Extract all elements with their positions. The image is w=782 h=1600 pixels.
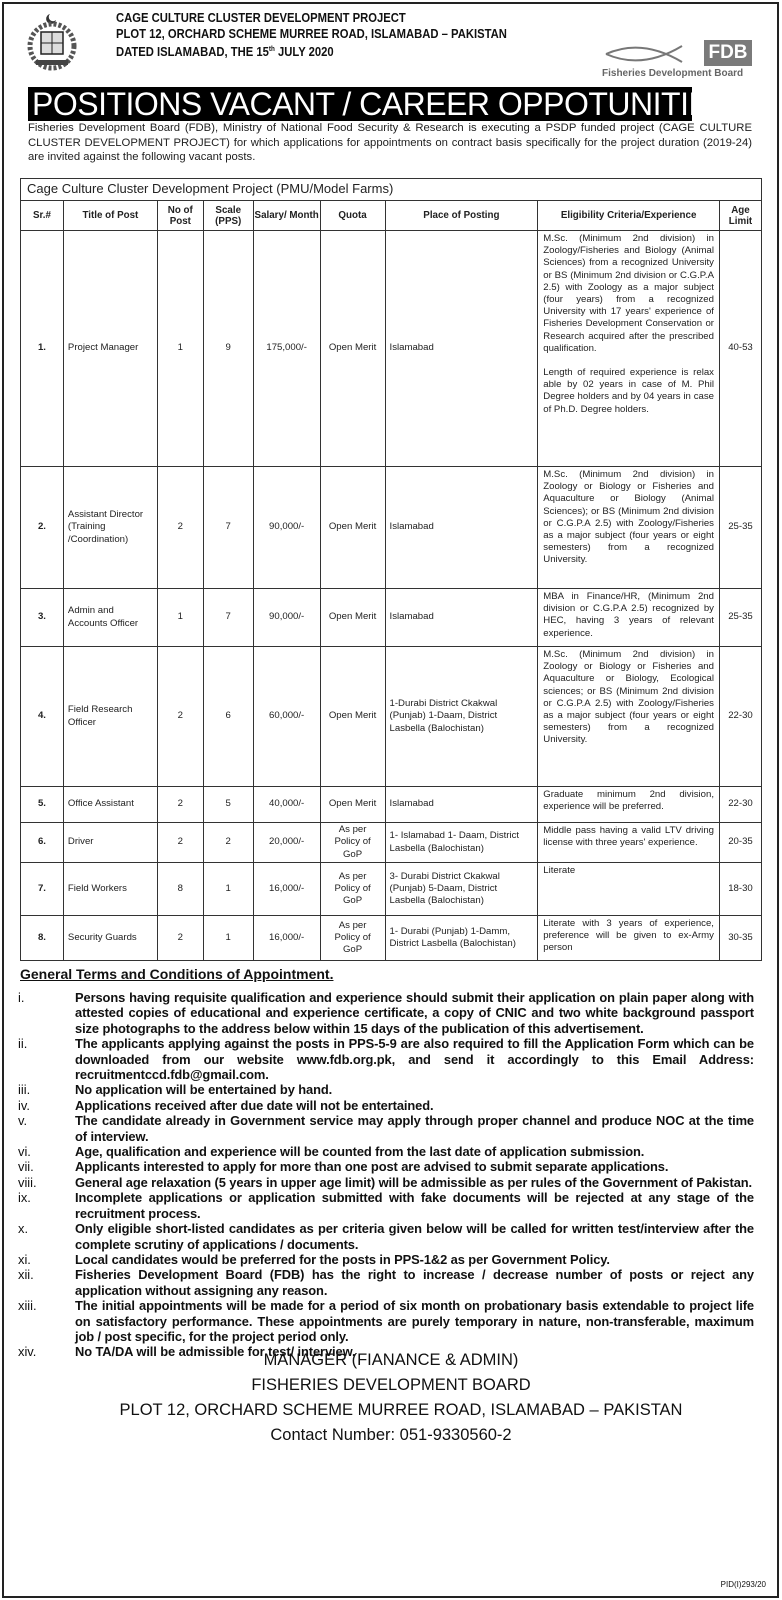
fdb-abbr: FDB [704,40,752,66]
term-item [18,1175,754,1190]
table-caption: Cage Culture Cluster Development Project (PMU/Model Farms) [21,179,762,201]
cell-sr: 5. [21,787,64,823]
cell-no-of-post: 1 [157,589,203,647]
cell-salary: 60,000/- [253,647,320,787]
headline-banner: POSITIONS VACANT / CAREER OPPOTUNITIES [28,87,692,121]
cell-eligibility [538,916,720,961]
term-body [75,990,754,1036]
term-text: No application will be entertained by hand. [75,1082,333,1098]
cell-place: 1- Durabi (Punjab) 1-Damm, District Lasbella (Balochistan) [385,916,538,961]
government-emblem-icon [22,12,82,72]
cell-eligibility [538,823,720,863]
term-item [18,1252,754,1267]
cell-eligibility [538,863,720,916]
term-body [75,1190,754,1221]
cell-quota: Open Merit [320,647,385,787]
cell-eligibility [538,589,720,647]
cell-eligibility [538,467,720,589]
term-body [75,1267,754,1298]
cell-no-of-post: 2 [157,647,203,787]
term-text: Local candidates would be preferred for the posts in PPS-1&2 as per Government Policy. [75,1251,610,1267]
cell-place: 1-Durabi District Ckakwal (Punjab) 1-Daam, District Lasbella (Balochistan) [385,647,538,787]
contact-title: MANAGER (FIANANCE & ADMIN) [263,1351,519,1369]
cell-no-of-post: 2 [157,467,203,589]
term-item [18,1190,754,1221]
term-body [75,1252,754,1267]
term-number: xi. [18,1251,31,1267]
cell-quota: As per Policy of GoP [320,823,385,863]
cell-place: 1- Islamabad 1- Daam, District Lasbella (Balochistan) [385,823,538,863]
cell-age: 22-30 [719,787,761,823]
cell-age: 30-35 [719,916,761,961]
cell-no-of-post: 2 [157,823,203,863]
cell-quota: Open Merit [320,467,385,589]
cell-title: Field Research Officer [63,647,157,787]
cell-salary: 90,000/- [253,589,320,647]
term-item [18,1036,754,1082]
eligibility-text: Literate with 3 years of experience, preference will be given to ex-Army person [543,918,714,954]
term-number: viii. [18,1174,37,1190]
table-row [21,863,762,916]
term-body [75,1221,754,1252]
cell-no-of-post: 8 [157,863,203,916]
cell-age: 25-35 [719,589,761,647]
eligibility-text: Graduate minimum 2nd division, experience will be preferred. [543,789,714,813]
term-item [18,1113,754,1144]
term-body [75,1098,754,1113]
term-text: The applicants applying against the posts in PPS-5-9 are also required to fill the Application Form which can be downloaded from our website [75,1036,754,1067]
table-row [21,231,762,467]
term-text: Only eligible short-listed candidates as per criteria given below will be called for written test/interview after the complete scrutiny of applications / documents. [75,1221,754,1252]
cell-place: Islamabad [385,467,538,589]
col-header: Quota [320,201,385,231]
term-number: v. [18,1113,28,1129]
cell-salary: 16,000/- [253,863,320,916]
eligibility-text: Literate [543,865,576,876]
cell-place: Islamabad [385,231,538,467]
term-body [75,1144,754,1159]
term-item [18,1221,754,1252]
eligibility-text: M.Sc. (Minimum 2nd division) in Zoology or Biology or Fisheries and Aquaculture or Biology, Ecological sciences; or BS (Minimum 2nd division or C.G.P.A 2.5) with Zoology/Fisheries as a major subject (four years or eight semesters) from a recognized University. [543,649,714,746]
cell-no-of-post: 1 [157,231,203,467]
email-link[interactable]: recruitmentccd.fdb@gmail.com [75,1067,266,1083]
cell-quota: As per Policy of GoP [320,916,385,961]
cell-age: 40-53 [719,231,761,467]
term-item [18,1267,754,1298]
term-number: vi. [18,1144,31,1160]
table-row [21,647,762,787]
cell-eligibility [538,787,720,823]
eligibility-text: MBA in Finance/HR, (Minimum 2nd division or C.G.P.A 2.5) recognized by HEC, having 3 years of relevant experience. [543,591,714,639]
col-header: Sr.# [21,201,64,231]
term-text: The initial appointments will be made for a period of six month on probationary basis extendable to project life on satisfactory performance. These appointments are purely temporary in nature, non-transferable, maximum job / post specific, for the project period only. [75,1298,754,1344]
col-header: Eligibility Criteria/Experience [538,201,720,231]
term-text: General age relaxation (5 years in upper age limit) will be admissible as per rules of the Government of Pakistan. [75,1174,753,1190]
term-text: Applications received after due date will not be entertained. [75,1097,434,1113]
term-item [18,990,754,1036]
cell-scale: 1 [203,916,253,961]
cell-title: Assistant Director (Training /Coordination) [63,467,157,589]
term-number: ix. [18,1190,31,1206]
term-item [18,1098,754,1113]
term-text: , and send it accordingly to this Email Address: [391,1051,754,1067]
fdb-name: Fisheries Development Board [602,68,744,79]
col-header: Scale (PPS) [203,201,253,231]
fdb-logo [598,40,758,86]
cell-salary: 20,000/- [253,823,320,863]
term-number: xiv. [18,1344,37,1360]
table-row [21,589,762,647]
cell-scale: 7 [203,467,253,589]
cell-salary: 40,000/- [253,787,320,823]
term-text: No TA/DA will be admissible for test/ interview. [75,1344,356,1360]
cell-scale: 2 [203,823,253,863]
cell-salary: 90,000/- [253,467,320,589]
term-text: Persons having requisite qualification and experience should submit their application on plain paper along with attested copies of educational and experience certificate, a copy of CNIC and two white background passport size photographs to the address below within 15 days of the publication of this advertisement. [75,990,754,1036]
cell-sr: 8. [21,916,64,961]
term-number: iii. [18,1082,31,1098]
intro-paragraph: Fisheries Development Board (FDB), Ministry of National Food Security & Research is executing a PSDP funded project (CAGE CULTURE CLUSTER DEVELOPMENT PROJECT) for which applications for appointments on contract basis specifically for the project duration (2019-24) are invited against the following vacant posts. [28,122,752,163]
cell-scale: 1 [203,863,253,916]
date-text: DATED ISLAMABAD, THE 15 [116,45,269,60]
website-link[interactable]: www.fdb.org.pk [296,1051,392,1067]
table-row [21,823,762,863]
cell-age: 22-30 [719,647,761,787]
cell-eligibility [538,647,720,787]
cell-quota: Open Merit [320,787,385,823]
term-body [75,1036,754,1082]
cell-title: Driver [63,823,157,863]
term-number: iv. [18,1097,30,1113]
cell-scale: 9 [203,231,253,467]
date-suffix: th [268,46,275,53]
cell-title: Office Assistant [63,787,157,823]
cell-place: Islamabad [385,589,538,647]
terms-list [18,990,754,1360]
term-body [75,1298,754,1344]
table-row [21,787,762,823]
cell-salary: 175,000/- [253,231,320,467]
cell-eligibility [538,231,720,467]
term-number: xiii. [18,1298,37,1314]
date-line [116,42,507,60]
term-number: i. [18,990,25,1005]
cell-title: Security Guards [63,916,157,961]
pid-number: PID(I)293/20 [720,1580,766,1589]
terms-title: General Terms and Conditions of Appointment. [20,966,334,982]
cell-sr: 3. [21,589,64,647]
cell-sr: 7. [21,863,64,916]
cell-title: Admin and Accounts Officer [63,589,157,647]
table-row [21,916,762,961]
cell-scale: 7 [203,589,253,647]
term-body [75,1159,754,1174]
cell-age: 25-35 [719,467,761,589]
term-item [18,1159,754,1174]
cell-quota: Open Merit [320,589,385,647]
term-item [18,1082,754,1097]
address: PLOT 12, ORCHARD SCHEME MURREE ROAD, ISLAMABAD – PAKISTAN [116,27,507,41]
contact-org: FISHERIES DEVELOPMENT BOARD [251,1376,531,1394]
eligibility-text: M.Sc. (Minimum 2nd division) in Zoology or Biology or Fisheries and Aquaculture or Biology (Animal Sciences); or BS (Minimum 2nd division or C.G.P.A 2.5) with Zoology/Fisheries as a major subject (four years or eight semesters) from a recognized University. [543,469,714,566]
cell-scale: 5 [203,787,253,823]
eligibility-text: M.Sc. (Minimum 2nd division) in Zoology/Fisheries and Biology (Animal Sciences) from a recognized University or BS (Minimum 2nd division or C.G.P.A 2.5) with Zoology as a major subject (four years) from a recognized University with 17 years' experience of Fisheries Development Conservation or Research acquired after the prescribed qualification. [543,233,714,354]
cell-quota: As per Policy of GoP [320,863,385,916]
term-text: Fisheries Development Board (FDB) has the right to increase / decrease number of posts or reject any application without assigning any reason. [75,1267,754,1298]
cell-title: Field Workers [63,863,157,916]
col-header: Place of Posting [385,201,538,231]
term-number: ii. [18,1036,28,1052]
table-row [21,467,762,589]
cell-sr: 1. [21,231,64,467]
term-body [75,1082,754,1097]
contact-number: Contact Number: 051-9330560-2 [270,1426,512,1444]
cell-salary: 16,000/- [253,916,320,961]
term-item [18,1144,754,1159]
cell-title: Project Manager [63,231,157,467]
eligibility-note: Length of required experience is relax able by 02 years in case of M. Phil Degree holders and by 04 years in case of Ph.D. Degree holders. [543,367,714,415]
cell-age: 20-35 [719,823,761,863]
vacancy-table [20,178,762,961]
letterhead [116,10,507,60]
term-text: Applicants interested to apply for more than one post are advised to submit separate applications. [75,1159,669,1175]
term-text: The candidate already in Government service may apply through proper channel and produce NOC at the time of interview. [75,1113,754,1144]
col-header: No of Post [157,201,203,231]
cell-sr: 2. [21,467,64,589]
date-month: JULY 2020 [274,45,334,60]
fish-logo-icon [602,42,698,66]
contact-block [0,1348,782,1448]
cell-place: Islamabad [385,787,538,823]
term-number: x. [18,1221,29,1237]
term-text: Incomplete applications or application submitted with fake documents will be rejected at any stage of the recruitment process. [75,1190,754,1221]
cell-scale: 6 [203,647,253,787]
eligibility-text: Middle pass having a valid LTV driving license with three years' experience. [543,825,714,849]
cell-sr: 4. [21,647,64,787]
table-header-row [21,201,762,231]
term-number: vii. [18,1159,34,1175]
cell-no-of-post: 2 [157,916,203,961]
col-header: Title of Post [63,201,157,231]
cell-no-of-post: 2 [157,787,203,823]
cell-quota: Open Merit [320,231,385,467]
term-text: Age, qualification and experience will be counted from the last date of application submission. [75,1144,645,1160]
term-body [75,1113,754,1144]
term-body [75,1175,754,1190]
project-name: CAGE CULTURE CLUSTER DEVELOPMENT PROJECT [116,11,406,25]
term-number: xii. [18,1267,34,1283]
contact-address: PLOT 12, ORCHARD SCHEME MURREE ROAD, ISLAMABAD – PAKISTAN [119,1401,683,1419]
term-item [18,1298,754,1344]
cell-age: 18-30 [719,863,761,916]
cell-sr: 6. [21,823,64,863]
col-header: Age Limit [719,201,761,231]
cell-place: 3- Durabi District Ckakwal (Punjab) 5-Daam, District Lasbella (Balochistan) [385,863,538,916]
col-header: Salary/ Month [253,201,320,231]
term-text: . [265,1067,269,1083]
